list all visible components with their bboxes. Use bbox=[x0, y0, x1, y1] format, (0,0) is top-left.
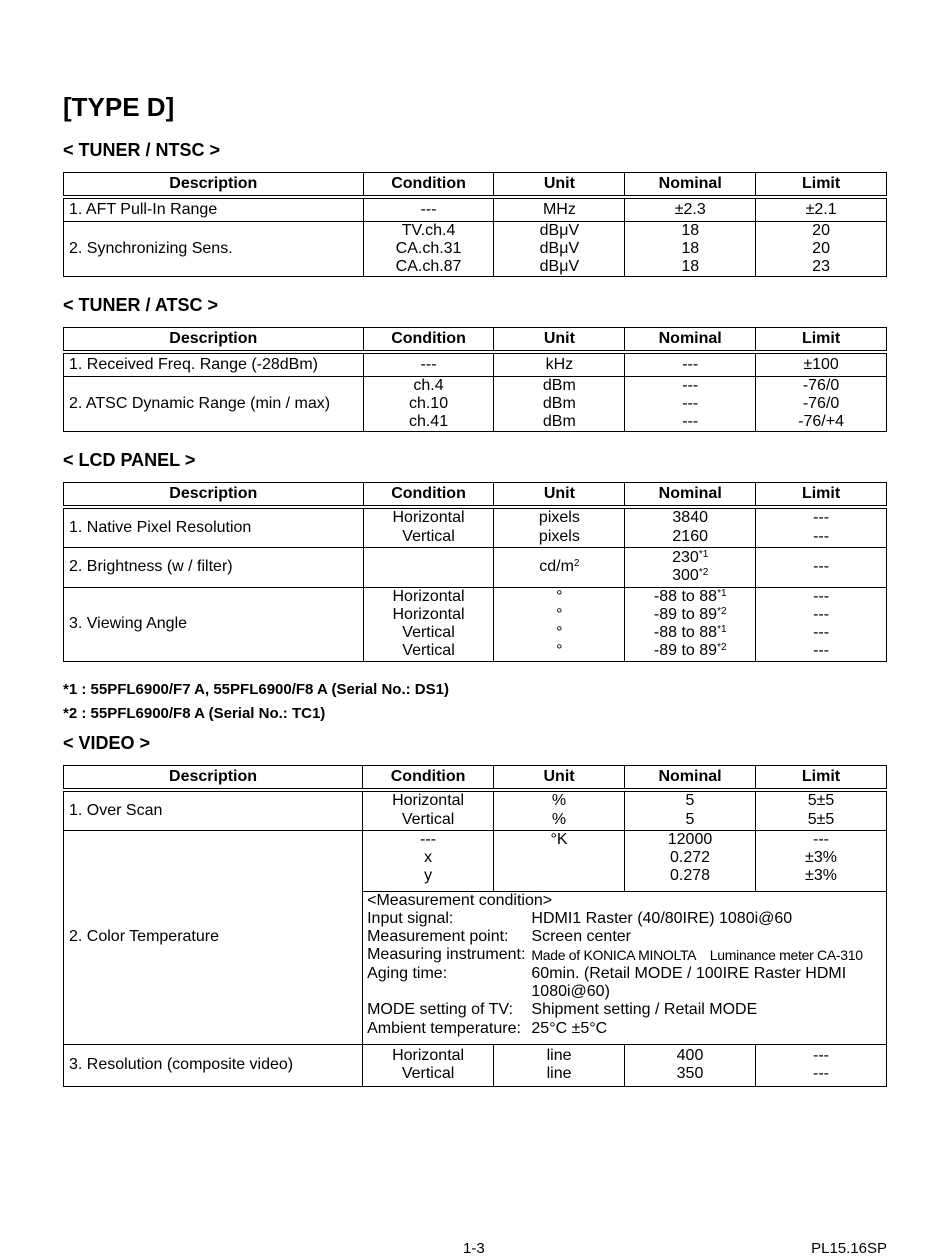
limit-value: --- bbox=[813, 624, 830, 642]
header-nominal: Nominal bbox=[625, 483, 756, 508]
nominal-value: --- bbox=[682, 413, 699, 431]
nominal-number: 230 bbox=[672, 548, 699, 566]
row-units bbox=[494, 587, 625, 661]
footnote-marker: *2 bbox=[698, 567, 709, 578]
limit-value: --- bbox=[813, 830, 829, 848]
row-limit: ±2.1 bbox=[756, 197, 887, 221]
table-row bbox=[64, 376, 887, 432]
nominal-value: 0.272 bbox=[669, 848, 711, 866]
row-description: 2. Color Temperature bbox=[64, 830, 363, 1044]
row-unit: kHz bbox=[494, 352, 625, 376]
limit-value: --- bbox=[813, 1047, 829, 1065]
nominal-value: 0.278 bbox=[669, 867, 711, 885]
header-unit: Unit bbox=[494, 328, 625, 353]
condition-value: CA.ch.87 bbox=[395, 258, 462, 276]
limit-value: --- bbox=[813, 527, 830, 545]
unit-value: ° bbox=[556, 587, 563, 605]
header-description: Description bbox=[64, 328, 364, 353]
measurement-label: Input signal: bbox=[367, 909, 454, 927]
nominal-value bbox=[625, 567, 755, 585]
nominal-number: -88 to 88 bbox=[653, 624, 718, 642]
row-nominals bbox=[625, 376, 756, 432]
row-limits bbox=[756, 221, 887, 277]
nominal-value: 18 bbox=[681, 258, 700, 276]
header-condition: Condition bbox=[363, 766, 494, 791]
row-condition: --- bbox=[363, 197, 494, 221]
unit-value: ° bbox=[556, 624, 563, 642]
header-limit: Limit bbox=[756, 173, 887, 198]
measurement-value: HDMI1 Raster (40/80IRE) 1080i@60 bbox=[531, 909, 793, 927]
limit-value: ±3% bbox=[805, 848, 837, 866]
limit-value: 5±5 bbox=[807, 810, 835, 828]
row-conditions bbox=[363, 587, 494, 661]
row-description: 1. AFT Pull-In Range bbox=[64, 197, 364, 221]
video-table bbox=[63, 765, 887, 1087]
row-description: 2. ATSC Dynamic Range (min / max) bbox=[64, 376, 364, 432]
table-row bbox=[64, 547, 887, 587]
condition-value: --- bbox=[420, 830, 437, 848]
unit-value: dBμV bbox=[539, 221, 580, 239]
measurement-condition bbox=[363, 891, 887, 1044]
condition-value: Vertical bbox=[402, 624, 455, 642]
table-header-row bbox=[64, 766, 887, 791]
lcd-panel-table bbox=[63, 482, 887, 662]
table-header-row bbox=[64, 483, 887, 508]
footnote-marker: *1 bbox=[717, 587, 727, 599]
nominal-value: --- bbox=[682, 376, 699, 394]
table-row bbox=[64, 197, 887, 221]
table-row bbox=[64, 587, 887, 661]
header-limit: Limit bbox=[756, 483, 887, 508]
footnote-marker: *2 bbox=[717, 605, 727, 617]
row-nominals bbox=[625, 221, 756, 277]
row-description: 1. Received Freq. Range (-28dBm) bbox=[64, 352, 364, 376]
nominal-value: --- bbox=[682, 394, 699, 412]
condition-value: ch.10 bbox=[408, 394, 449, 412]
row-description: 2. Synchronizing Sens. bbox=[64, 221, 364, 277]
measurement-label: Aging time: bbox=[367, 964, 448, 982]
unit-value: dBm bbox=[542, 394, 576, 412]
limit-value: --- bbox=[813, 1065, 829, 1083]
header-condition: Condition bbox=[363, 173, 494, 198]
nominal-value bbox=[625, 642, 755, 660]
table-row bbox=[64, 1044, 887, 1086]
header-condition: Condition bbox=[363, 483, 494, 508]
measurement-row bbox=[367, 910, 863, 928]
row-conditions bbox=[363, 507, 494, 547]
footnote-marker: *2 bbox=[717, 642, 727, 654]
condition-value: Vertical bbox=[401, 1065, 455, 1083]
measurement-label: Ambient temperature: bbox=[367, 1019, 521, 1037]
row-nominals bbox=[625, 790, 756, 830]
row-conditions bbox=[363, 221, 494, 277]
condition-value: x bbox=[424, 848, 433, 866]
row-description: 3. Viewing Angle bbox=[64, 587, 364, 661]
unit-value: ° bbox=[556, 605, 563, 623]
measurement-row bbox=[367, 1020, 863, 1038]
tuner-atsc-table bbox=[63, 327, 887, 432]
unit-value: line bbox=[546, 1047, 572, 1065]
row-nominal: --- bbox=[625, 352, 756, 376]
row-limit: --- bbox=[756, 547, 887, 587]
row-conditions bbox=[363, 790, 494, 830]
unit-value: pixels bbox=[538, 527, 580, 545]
header-unit: Unit bbox=[494, 483, 625, 508]
condition-value: Horizontal bbox=[392, 605, 465, 623]
table-row bbox=[64, 507, 887, 547]
nominal-number: -88 to 88 bbox=[653, 587, 718, 605]
nominal-value: 400 bbox=[676, 1047, 704, 1065]
section-title-tuner-atsc: < TUNER / ATSC > bbox=[63, 295, 219, 315]
header-limit: Limit bbox=[755, 766, 886, 791]
condition-value: Horizontal bbox=[392, 1047, 465, 1065]
row-limits bbox=[755, 1044, 886, 1086]
header-description: Description bbox=[64, 173, 364, 198]
header-limit: Limit bbox=[756, 328, 887, 353]
document-code: PL15.16SP bbox=[811, 1240, 887, 1257]
unit-value: pixels bbox=[538, 509, 580, 527]
unit-superscript: 2 bbox=[573, 557, 580, 569]
row-limit: ±100 bbox=[756, 352, 887, 376]
limit-value: 23 bbox=[812, 258, 830, 276]
row-conditions bbox=[363, 830, 494, 891]
limit-value: --- bbox=[813, 642, 830, 660]
header-condition: Condition bbox=[363, 328, 494, 353]
nominal-value: 12000 bbox=[667, 830, 713, 848]
nominal-value: 5 bbox=[685, 810, 695, 828]
footnote-marker: *1 bbox=[698, 548, 709, 560]
nominal-number: -89 to 89 bbox=[653, 605, 718, 623]
nominal-value bbox=[625, 606, 755, 624]
limit-value: 5±5 bbox=[807, 792, 835, 810]
page-title: [TYPE D] bbox=[63, 92, 175, 122]
nominal-value: 5 bbox=[685, 792, 695, 810]
limit-value: 20 bbox=[812, 239, 830, 257]
nominal-value bbox=[625, 549, 755, 567]
condition-value: CA.ch.31 bbox=[395, 239, 462, 257]
table-row bbox=[64, 352, 887, 376]
condition-value: Vertical bbox=[401, 810, 455, 828]
table-header-row bbox=[64, 328, 887, 353]
row-unit: MHz bbox=[494, 197, 625, 221]
table-row bbox=[64, 790, 887, 830]
row-unit bbox=[494, 547, 625, 587]
aging-time-line: 1080i@60) bbox=[531, 982, 610, 1000]
header-nominal: Nominal bbox=[625, 328, 756, 353]
measurement-row bbox=[367, 1001, 863, 1019]
measurement-value: 25°C ±5°C bbox=[531, 1019, 608, 1037]
nominal-value bbox=[625, 588, 755, 606]
limit-value: 20 bbox=[812, 221, 830, 239]
row-limits bbox=[755, 790, 886, 830]
section-title-video: < VIDEO > bbox=[63, 733, 151, 753]
unit-value: dBμV bbox=[539, 258, 580, 276]
table-row bbox=[64, 830, 887, 891]
row-units bbox=[494, 790, 625, 830]
measurement-value: Shipment setting / Retail MODE bbox=[531, 1001, 758, 1019]
measurement-value: Made of KONICA MINOLTA Luminance meter CA-310 bbox=[531, 947, 863, 964]
nominal-number: 300 bbox=[672, 567, 699, 584]
aging-time-line: 60min. (Retail MODE / 100IRE Raster HDMI bbox=[531, 964, 847, 982]
condition-value: Horizontal bbox=[392, 792, 465, 810]
row-description: 1. Native Pixel Resolution bbox=[64, 507, 364, 547]
condition-value: y bbox=[424, 867, 433, 885]
row-limits bbox=[755, 830, 886, 891]
row-units bbox=[494, 221, 625, 277]
limit-value: --- bbox=[813, 587, 830, 605]
condition-value: ch.4 bbox=[413, 376, 444, 394]
nominal-number: -89 to 89 bbox=[653, 642, 718, 660]
header-unit: Unit bbox=[494, 173, 625, 198]
row-conditions bbox=[363, 1044, 494, 1086]
header-description: Description bbox=[64, 766, 363, 791]
row-nominals bbox=[625, 830, 756, 891]
row-description: 1. Over Scan bbox=[64, 790, 363, 830]
unit-value: line bbox=[546, 1065, 572, 1083]
unit-value: ° bbox=[556, 642, 563, 660]
measurement-value bbox=[531, 965, 862, 1002]
measurement-value: Screen center bbox=[531, 928, 631, 946]
footnote-2: *2 : 55PFL6900/F8 A (Serial No.: TC1) bbox=[63, 705, 326, 722]
row-nominals bbox=[625, 547, 756, 587]
row-units bbox=[494, 507, 625, 547]
table-header-row bbox=[64, 173, 887, 198]
header-nominal: Nominal bbox=[625, 173, 756, 198]
limit-value: ±3% bbox=[805, 867, 837, 885]
unit-value: dBμV bbox=[539, 239, 580, 257]
nominal-value: 3840 bbox=[672, 509, 708, 527]
nominal-value: 18 bbox=[681, 221, 700, 239]
measurement-label: Measuring instrument: bbox=[367, 946, 526, 964]
row-limits bbox=[756, 507, 887, 547]
unit-value: % bbox=[551, 810, 567, 828]
unit-value: dBm bbox=[542, 376, 576, 394]
limit-value: -76/0 bbox=[802, 394, 840, 412]
row-nominals bbox=[625, 587, 756, 661]
limit-value: -76/+4 bbox=[798, 413, 844, 431]
row-conditions bbox=[363, 376, 494, 432]
measurement-heading: <Measurement condition> bbox=[367, 891, 553, 909]
measurement-label: Measurement point: bbox=[367, 928, 509, 946]
row-nominals bbox=[625, 507, 756, 547]
nominal-value bbox=[625, 624, 755, 642]
condition-value: Horizontal bbox=[392, 587, 465, 605]
row-units bbox=[494, 1044, 625, 1086]
row-condition bbox=[363, 547, 494, 587]
unit-base: cd/m bbox=[539, 557, 574, 575]
table-row bbox=[64, 221, 887, 277]
row-description: 3. Resolution (composite video) bbox=[64, 1044, 363, 1086]
page-number: 1-3 bbox=[463, 1240, 485, 1257]
header-nominal: Nominal bbox=[625, 766, 756, 791]
row-limits bbox=[756, 587, 887, 661]
condition-value: Vertical bbox=[402, 642, 455, 660]
row-nominals bbox=[625, 1044, 756, 1086]
row-units bbox=[494, 376, 625, 432]
condition-value: Horizontal bbox=[392, 509, 465, 527]
row-nominal: ±2.3 bbox=[625, 197, 756, 221]
row-condition: --- bbox=[363, 352, 494, 376]
measurement-row bbox=[367, 928, 863, 946]
condition-value: Vertical bbox=[402, 527, 455, 545]
nominal-value: 350 bbox=[676, 1065, 704, 1083]
row-limits bbox=[756, 376, 887, 432]
section-title-tuner-ntsc: < TUNER / NTSC > bbox=[63, 140, 221, 160]
footnote-marker: *1 bbox=[717, 624, 727, 636]
limit-value: --- bbox=[813, 509, 830, 527]
limit-value: --- bbox=[813, 605, 830, 623]
unit-value: dBm bbox=[542, 413, 576, 431]
measurement-table bbox=[367, 910, 863, 1038]
row-description: 2. Brightness (w / filter) bbox=[64, 547, 364, 587]
row-unit: °K bbox=[494, 830, 625, 891]
limit-value: -76/0 bbox=[802, 376, 840, 394]
measurement-row bbox=[367, 946, 863, 964]
header-unit: Unit bbox=[494, 766, 625, 791]
nominal-value: 2160 bbox=[672, 527, 708, 545]
condition-value: ch.41 bbox=[408, 413, 449, 431]
measurement-row bbox=[367, 965, 863, 1002]
section-title-lcd-panel: < LCD PANEL > bbox=[63, 450, 196, 470]
condition-value: TV.ch.4 bbox=[401, 221, 456, 239]
header-description: Description bbox=[64, 483, 364, 508]
measurement-label: MODE setting of TV: bbox=[367, 1001, 513, 1019]
footnote-1: *1 : 55PFL6900/F7 A, 55PFL6900/F8 A (Serial No.: DS1) bbox=[63, 681, 449, 698]
nominal-value: 18 bbox=[681, 239, 700, 257]
tuner-ntsc-table bbox=[63, 172, 887, 277]
unit-value: % bbox=[551, 792, 567, 810]
